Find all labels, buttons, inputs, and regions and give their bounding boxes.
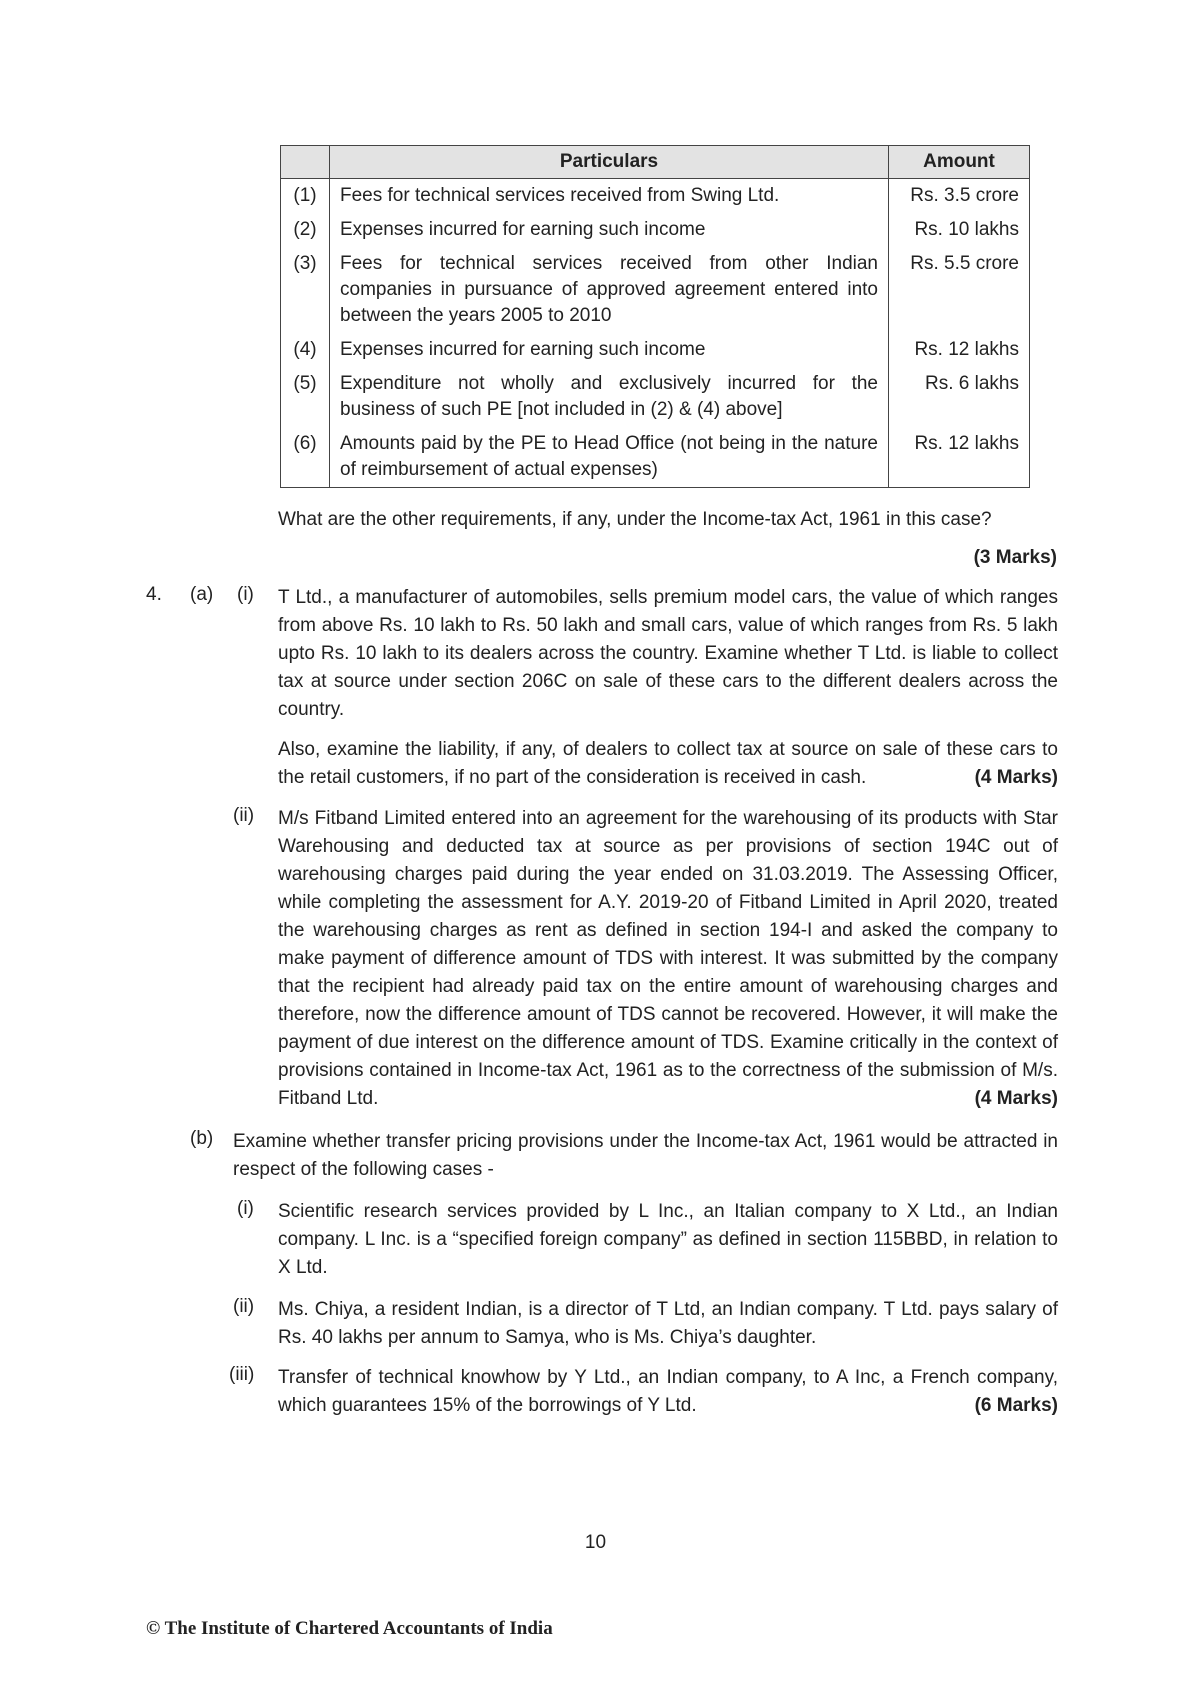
part-b-marks: (6 Marks) xyxy=(974,1395,1058,1416)
q3-marks: (3 Marks) xyxy=(973,547,1057,568)
row-particulars: Fees for technical services received from Swing Ltd. xyxy=(330,179,889,214)
row-amount: Rs. 6 lakhs xyxy=(889,367,1030,427)
part-b-iii-label: (iii) xyxy=(229,1364,255,1385)
part-a-i-marks: (4 Marks) xyxy=(974,767,1058,788)
row-number: (5) xyxy=(281,367,330,427)
page-number: 10 xyxy=(584,1532,607,1553)
header-number xyxy=(281,146,330,179)
part-a-ii-marks: (4 Marks) xyxy=(974,1088,1058,1109)
part-b-i-text: Scientific research services provided by L Inc., an Italian company to X Ltd., an Indian company. L Inc. is a “specified foreign company” as defined in section 115BBD, in relation to X Ltd. xyxy=(278,1201,1058,1278)
row-number: (4) xyxy=(281,333,330,367)
header-amount: Amount xyxy=(889,146,1030,179)
row-particulars: Fees for technical services received from other Indian companies in pursuance of approved agreement entered into between the years 2005 to 2010 xyxy=(330,247,889,333)
table-row xyxy=(281,333,1030,367)
table-row xyxy=(281,213,1030,247)
part-a-i-para2-block xyxy=(278,736,1058,792)
table-row xyxy=(281,247,1030,333)
part-a-label: (a) xyxy=(190,584,214,605)
header-particulars: Particulars xyxy=(330,146,889,179)
row-amount: Rs. 5.5 crore xyxy=(889,247,1030,333)
row-number: (2) xyxy=(281,213,330,247)
part-a-i-para1: T Ltd., a manufacturer of automobiles, sells premium model cars, the value of which ranges from above Rs. 10 lakh to Rs. 50 lakh and small cars, value of which ranges from Rs. 5 lakh upto Rs. 10 lakh to its dealers across the country. Examine whether T Ltd. is liable to collect tax at source under section 206C on sale of these cars to the different dealers across the country. xyxy=(278,587,1058,720)
row-amount: Rs. 3.5 crore xyxy=(889,179,1030,214)
q3-question: What are the other requirements, if any, under the Income-tax Act, 1961 in this case? xyxy=(278,509,992,530)
table-row xyxy=(281,427,1030,488)
part-b-intro: Examine whether transfer pricing provisions under the Income-tax Act, 1961 would be attracted in respect of the following cases - xyxy=(233,1131,1058,1180)
particulars-table xyxy=(280,145,1030,488)
part-a-ii-block xyxy=(278,805,1058,1113)
question-number: 4. xyxy=(146,584,162,605)
part-a-i-label: (i) xyxy=(237,584,254,605)
part-b-label: (b) xyxy=(190,1128,214,1149)
row-number: (1) xyxy=(281,179,330,214)
row-number: (3) xyxy=(281,247,330,333)
row-amount: Rs. 12 lakhs xyxy=(889,333,1030,367)
row-particulars: Expenditure not wholly and exclusively incurred for the business of such PE [not included in (2) & (4) above] xyxy=(330,367,889,427)
part-b-iii-text: Transfer of technical knowhow by Y Ltd., an Indian company, to A Inc, a French company, which guarantees 15% of the borrowings of Y Ltd. xyxy=(278,1367,1058,1416)
part-a-ii-label: (ii) xyxy=(233,805,255,826)
row-particulars: Expenses incurred for earning such income xyxy=(330,333,889,367)
footer-copyright: © The Institute of Chartered Accountants of India xyxy=(146,1618,553,1639)
row-particulars: Amounts paid by the PE to Head Office (not being in the nature of reimbursement of actual expenses) xyxy=(330,427,889,488)
table-row xyxy=(281,367,1030,427)
table-row xyxy=(281,179,1030,214)
part-b-ii-label: (ii) xyxy=(233,1296,255,1317)
row-amount: Rs. 10 lakhs xyxy=(889,213,1030,247)
part-a-ii-text: M/s Fitband Limited entered into an agreement for the warehousing of its products with Star Warehousing and deducted tax at source as per provisions of section 194C out of warehousing charges paid during the year ended on 31.03.2019. The Assessing Officer, while completing the assessment for A.Y. 2019-20 of Fitband Limited in April 2020, treated the warehousing charges as rent as defined in section 194-I and asked the company to make payment of difference amount of TDS with interest. It was submitted by the company that the recipient had already paid tax on the entire amount of warehousing charges and therefore, now the difference amount of TDS cannot be recovered. However, it will make the payment of due interest on the difference amount of TDS. Examine critically in the context of provisions contained in Income-tax Act, 1961 as to the correctness of the submission of M/s. Fitband Ltd. xyxy=(278,808,1058,1109)
part-a-i-para2: Also, examine the liability, if any, of dealers to collect tax at source on sale of these cars to the retail customers, if no part of the consideration is received in cash. xyxy=(278,739,1058,788)
part-b-i-label: (i) xyxy=(237,1198,254,1219)
part-b-ii-text: Ms. Chiya, a resident Indian, is a director of T Ltd, an Indian company. T Ltd. pays salary of Rs. 40 lakhs per annum to Samya, who is Ms. Chiya’s daughter. xyxy=(278,1299,1058,1348)
row-particulars: Expenses incurred for earning such income xyxy=(330,213,889,247)
row-amount: Rs. 12 lakhs xyxy=(889,427,1030,488)
part-b-iii-block xyxy=(278,1364,1058,1420)
row-number: (6) xyxy=(281,427,330,488)
table-header-row xyxy=(281,146,1030,179)
